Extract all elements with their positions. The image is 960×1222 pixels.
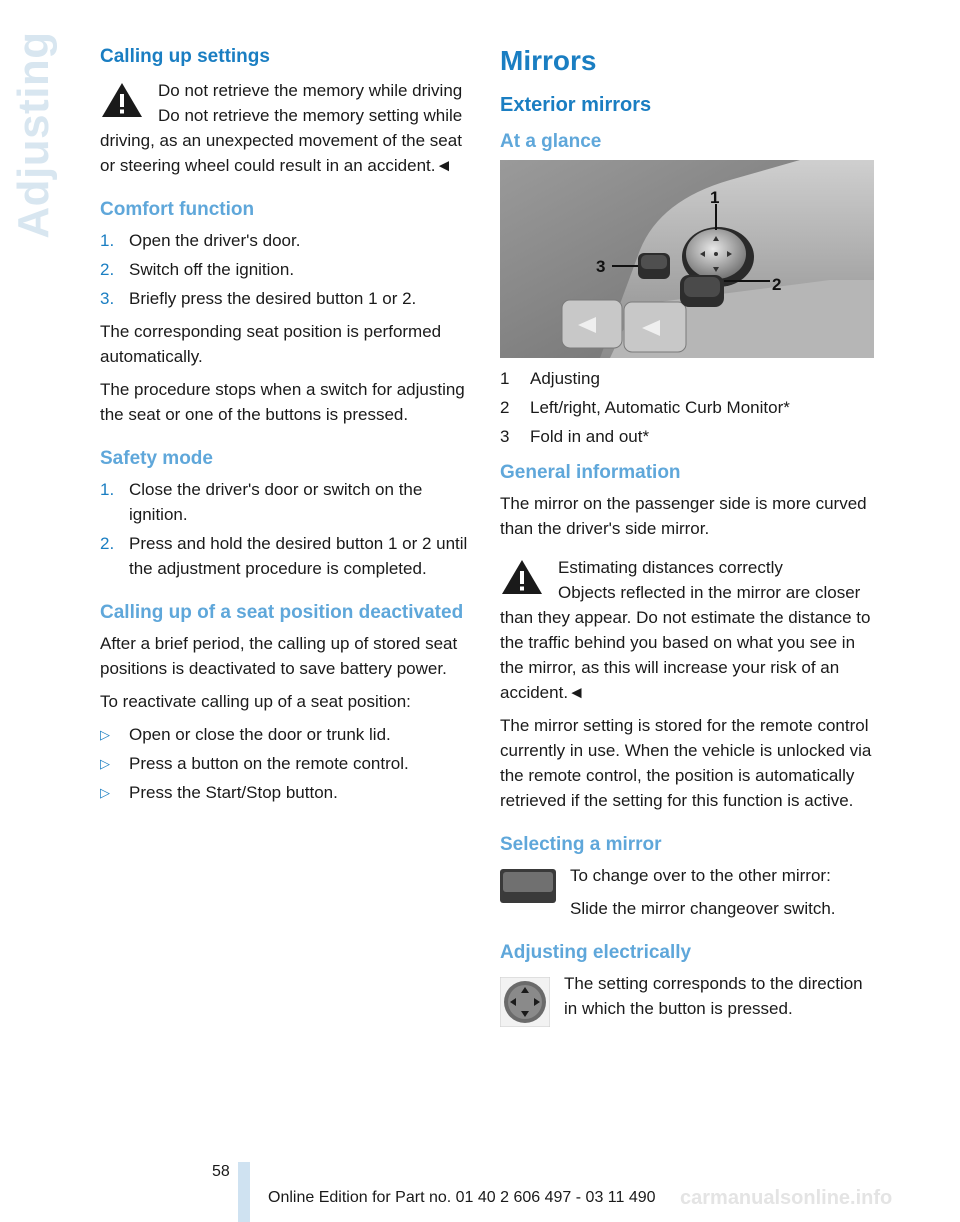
warning-memory-heading: Do not retrieve the memory while driving — [158, 81, 463, 100]
adjusting-paragraph: The setting corresponds to the direction in which the button is pressed. — [564, 974, 863, 1018]
left-column — [100, 44, 472, 813]
list-item: ▷ Press the Start/Stop button. — [100, 780, 472, 805]
mirrors-title: Mirrors — [500, 45, 597, 76]
warning-memory-body: Do not retrieve the memory setting while driving, as an unexpected movement of the seat or steering wheel could result in an accident.◄ — [100, 106, 463, 175]
edition-text: Online Edition for Part no. 01 40 2 606 497 - 03 11 490 — [268, 1189, 656, 1206]
bullet-triangle-icon: ▷ — [100, 785, 110, 800]
warning-triangle-icon — [500, 557, 544, 597]
deactivated-paragraph-1: After a brief period, the calling up of stored seat positions is deactivated to save battery power. — [100, 634, 458, 678]
adjusting-electrically-block — [500, 971, 874, 1021]
comfort-steps — [100, 228, 472, 311]
at-a-glance-heading: At a glance — [500, 131, 602, 152]
bullet-triangle-icon: ▷ — [100, 727, 110, 742]
general-information-heading: General information — [500, 462, 681, 483]
comfort-paragraph-2: The procedure stops when a switch for adjusting the seat or one of the buttons is pressed. — [100, 380, 465, 424]
right-column — [500, 44, 874, 1029]
list-item: 1. Close the driver's door or switch on the ignition. — [100, 480, 423, 524]
list-item: ▷ Open or close the door or trunk lid. — [100, 722, 472, 747]
general-paragraph: The mirror on the passenger side is more curved than the driver's side mirror. — [500, 494, 867, 538]
selecting-paragraph-2: Slide the mirror changeover switch. — [570, 899, 836, 918]
adjusting-electrically-heading: Adjusting electrically — [500, 942, 692, 963]
footer-bar — [238, 1162, 250, 1222]
comfort-heading: Comfort function — [100, 199, 255, 220]
photo-legend — [500, 366, 874, 449]
selecting-mirror-heading: Selecting a mirror — [500, 834, 662, 855]
page-number: 58 — [212, 1163, 230, 1180]
warning-triangle-icon — [100, 80, 144, 120]
legend-row: 2 Left/right, Automatic Curb Monitor* — [500, 398, 790, 417]
deactivated-paragraph-2: To reactivate calling up of a seat position: — [100, 692, 411, 711]
photo-label-2: 2 — [772, 275, 782, 294]
calling-up-heading: Calling up settings — [100, 46, 270, 67]
exterior-mirrors-heading: Exterior mirrors — [500, 94, 652, 116]
warning-distances — [500, 555, 874, 705]
mirror-controls-photo — [500, 160, 874, 358]
legend-row: 1 Adjusting — [500, 369, 600, 388]
side-tab — [8, 31, 60, 239]
mirror-changeover-switch-icon — [500, 869, 556, 903]
deactivated-heading: Calling up of a seat position deactivated — [100, 602, 464, 623]
legend-row: 3 Fold in and out* — [500, 427, 650, 446]
mirror-adjust-button-icon — [500, 977, 550, 1027]
warning-memory — [100, 78, 472, 178]
reactivate-bullets — [100, 722, 472, 805]
selecting-mirror-block — [500, 863, 874, 921]
list-item: 2. Switch off the ignition. — [100, 260, 295, 279]
list-item: 1. Open the driver's door. — [100, 231, 301, 250]
watermark: carmanualsonline.info — [680, 1187, 893, 1209]
comfort-paragraph-1: The corresponding seat position is performed automatically. — [100, 322, 442, 366]
safety-heading: Safety mode — [100, 448, 213, 469]
warning-distances-body: Objects reflected in the mirror are closer than they appear. Do not estimate the distance to the traffic behind you based on what you see in the mirror, as this will increase your risk of an accident.◄ — [500, 583, 871, 702]
selecting-paragraph-1: To change over to the other mirror: — [570, 866, 831, 885]
warning-distances-heading: Estimating distances correctly — [558, 558, 783, 577]
list-item: 3. Briefly press the desired button 1 or 2. — [100, 289, 417, 308]
safety-steps — [100, 477, 472, 581]
list-item: 2. Press and hold the desired button 1 or 2 until the adjustment procedure is completed. — [100, 534, 468, 578]
photo-label-1: 1 — [710, 188, 720, 207]
list-item: ▷ Press a button on the remote control. — [100, 751, 472, 776]
photo-label-3: 3 — [596, 257, 606, 276]
bullet-triangle-icon: ▷ — [100, 756, 110, 771]
stored-setting-paragraph: The mirror setting is stored for the remote control currently in use. When the vehicle is unlocked via the remote control, the position is automatically retrieved if the setting for this function is active. — [500, 716, 872, 810]
side-tab-label: Adjusting — [9, 31, 58, 239]
